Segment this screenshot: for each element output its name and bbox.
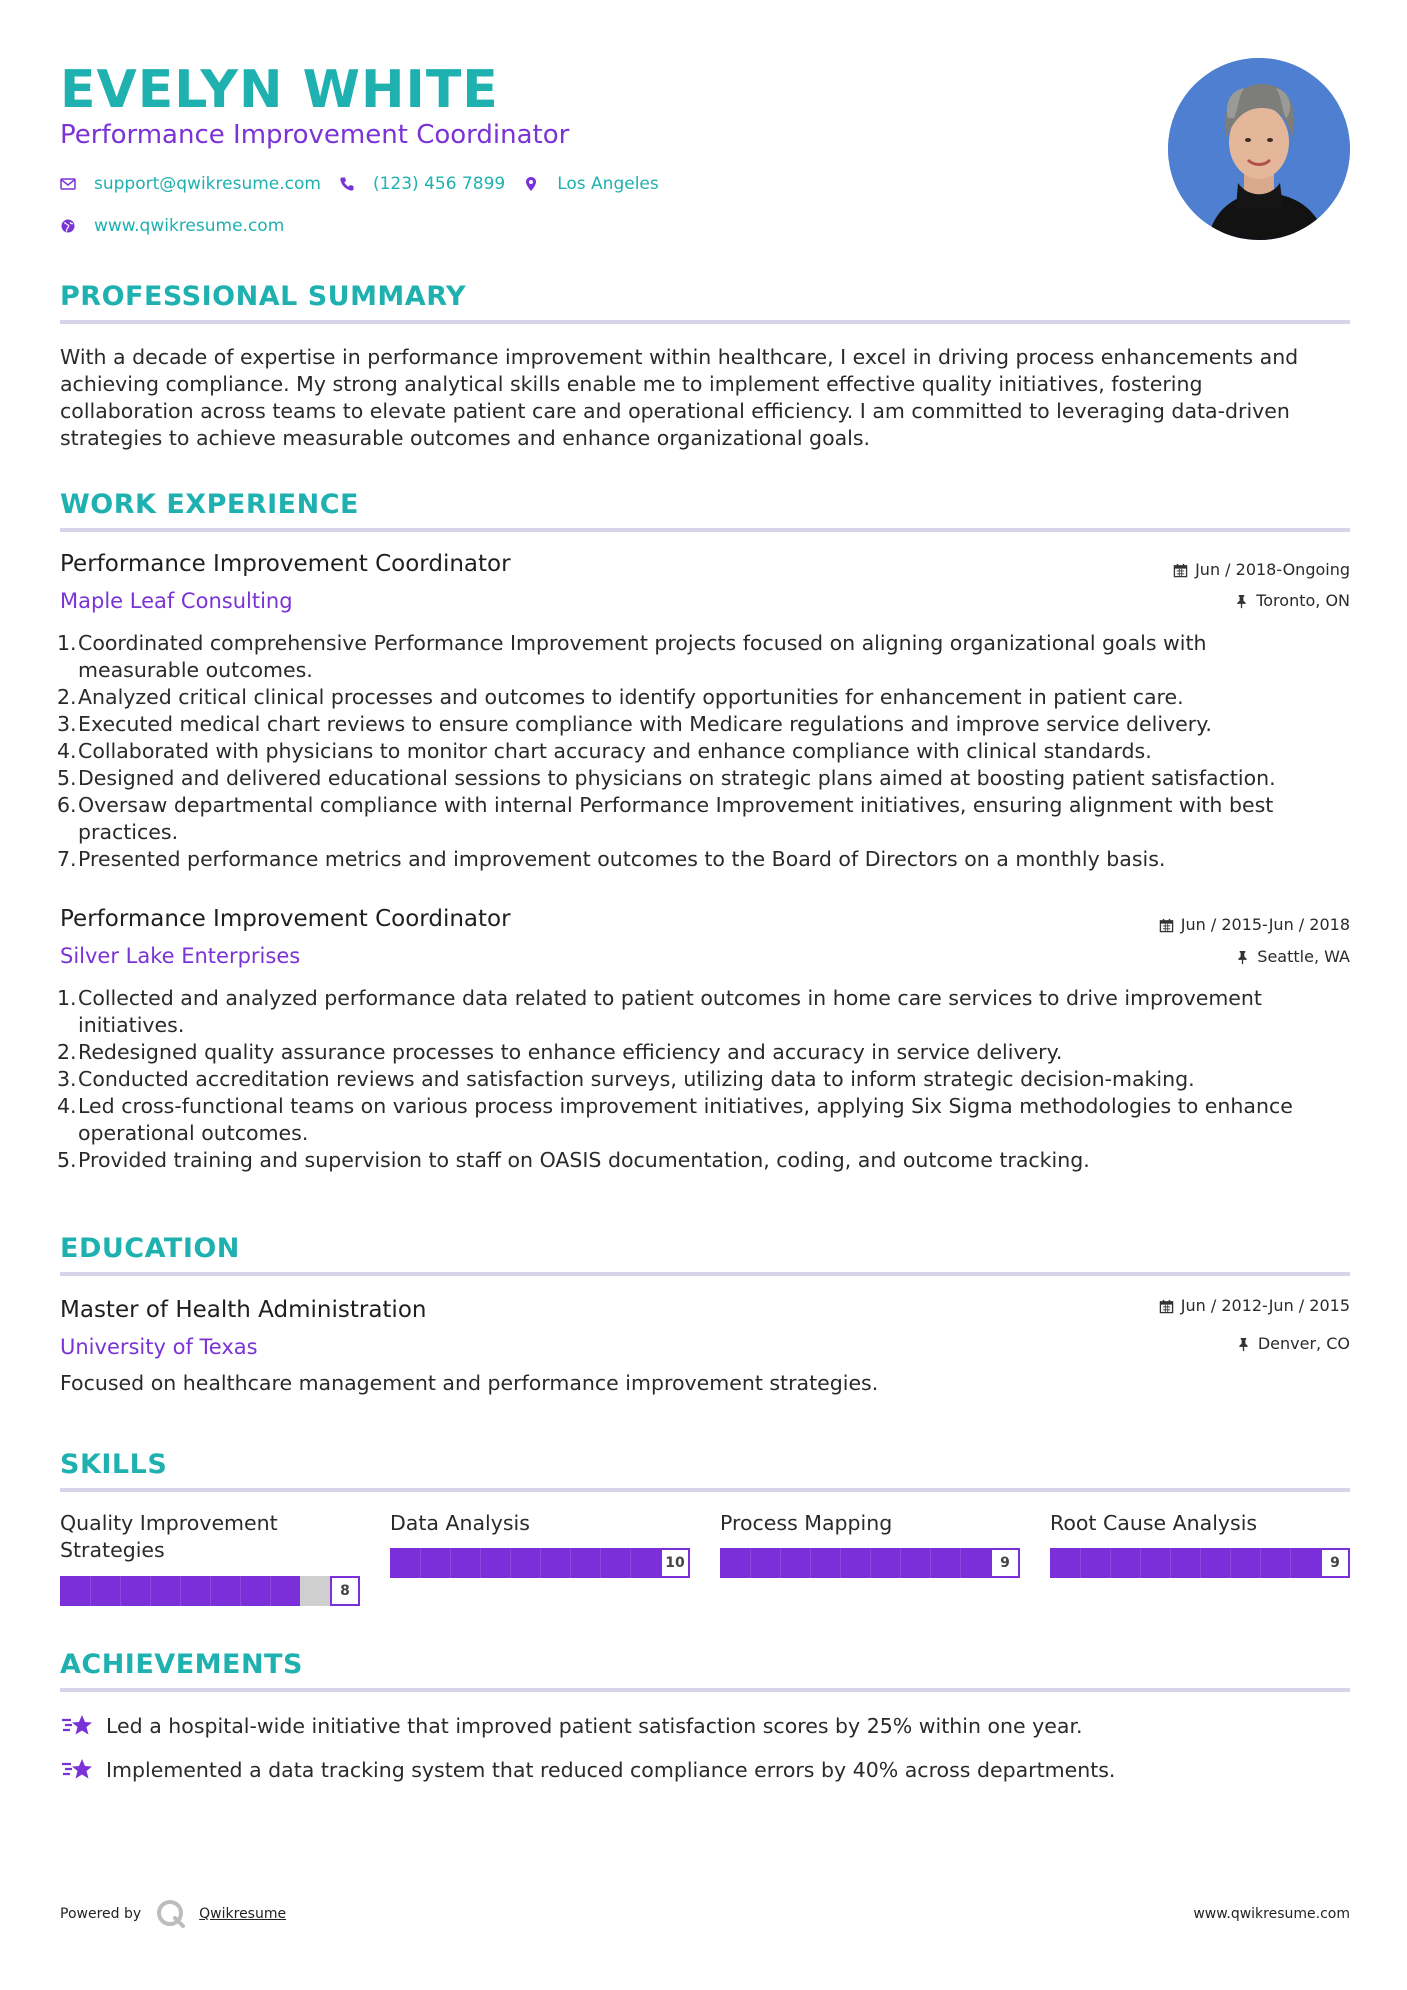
bullet-line: Oversaw departmental compliance with internal Performance Improvement initiatives, ensuring alignment with best	[78, 793, 1274, 817]
skill-bar-segment	[870, 1548, 871, 1578]
skill-bar-segment	[120, 1576, 121, 1606]
bullet-line: Collaborated with physicians to monitor chart accuracy and enhance compliance with clinical standards.	[78, 739, 1152, 763]
website-item[interactable]	[60, 214, 284, 238]
section-divider	[60, 1688, 1350, 1692]
skill-score: 10	[660, 1548, 690, 1578]
degree-title: Master of Health Administration	[60, 1297, 427, 1323]
bullet-number: 4.	[57, 1094, 77, 1118]
list-item	[57, 792, 1350, 846]
job-title: Performance Improvement Coordinator	[60, 906, 511, 932]
bullet-line: practices.	[78, 820, 179, 844]
skill-bar-segment	[840, 1548, 841, 1578]
bullet-line: Analyzed critical clinical processes and outcomes to identify opportunities for enhancement in patient care.	[78, 685, 1184, 709]
skill-item	[390, 1510, 690, 1580]
bullet-number: 3.	[57, 1067, 77, 1091]
job-bullets	[57, 630, 1350, 873]
location-item	[523, 172, 659, 196]
skill-item	[720, 1510, 1020, 1580]
list-item	[57, 1093, 1350, 1147]
skill-item	[60, 1510, 360, 1606]
bullet-line: Provided training and supervision to staff on OASIS documentation, coding, and outcome tracking.	[78, 1148, 1090, 1172]
powered-by-label: Powered by	[60, 1906, 142, 1922]
list-item	[57, 630, 1350, 684]
bullet-number: 1.	[57, 631, 77, 655]
summary-text	[60, 344, 1350, 452]
skill-name-line: Strategies	[60, 1538, 165, 1562]
candidate-name: EVELYN WHITE	[60, 60, 499, 120]
list-item	[57, 684, 1350, 711]
skill-bar-segment	[540, 1548, 541, 1578]
section-divider	[60, 1488, 1350, 1492]
skill-bar-segment	[420, 1548, 421, 1578]
skill-bar-segment	[960, 1548, 961, 1578]
skill-bar-segment	[270, 1576, 271, 1606]
skill-score: 9	[990, 1548, 1020, 1578]
section-divider	[60, 1272, 1350, 1276]
bullet-line: Led cross-functional teams on various process improvement initiatives, applying Six Sigma methodologies to enhance	[78, 1094, 1293, 1118]
resume-page	[57, 0, 1350, 1990]
skill-name	[1050, 1510, 1350, 1537]
skill-bar-segment	[570, 1548, 571, 1578]
pushpin-icon	[1235, 950, 1250, 965]
bullet-number: 7.	[57, 847, 77, 871]
website-row	[60, 214, 302, 238]
list-item	[57, 846, 1350, 873]
profile-photo	[1168, 58, 1350, 240]
star-icon	[60, 1712, 94, 1740]
skill-bar-segment	[1170, 1548, 1171, 1578]
profile-photo-illustration	[1168, 58, 1350, 240]
skill-bar-segment	[1260, 1548, 1261, 1578]
achievements-heading: ACHIEVEMENTS	[60, 1649, 303, 1680]
bullet-number: 5.	[57, 766, 77, 790]
skill-score: 8	[330, 1576, 360, 1606]
skill-name	[60, 1510, 360, 1564]
experience-heading: WORK EXPERIENCE	[60, 489, 359, 520]
footer-website[interactable]: www.qwikresume.com	[1193, 1906, 1350, 1922]
skill-bar-segment	[450, 1548, 451, 1578]
list-item	[57, 711, 1350, 738]
skill-name-line: Data Analysis	[390, 1511, 530, 1535]
job-location-text: Toronto, ON	[1256, 591, 1350, 610]
skill-bar	[390, 1548, 690, 1578]
skill-bar-segment	[240, 1576, 241, 1606]
job-date-text: Jun / 2015-Jun / 2018	[1180, 915, 1350, 934]
bullet-number: 6.	[57, 793, 77, 817]
bullet-line: Conducted accreditation reviews and satisfaction surveys, utilizing data to inform strategic decision-making.	[78, 1067, 1195, 1091]
skill-bar-segment	[600, 1548, 601, 1578]
bullet-number: 1.	[57, 986, 77, 1010]
envelope-icon	[60, 176, 76, 192]
achievement-text: Implemented a data tracking system that reduced compliance errors by 40% across departments.	[106, 1757, 1116, 1782]
candidate-title: Performance Improvement Coordinator	[60, 120, 570, 150]
achievement-item	[60, 1756, 1115, 1784]
skill-bar-segment	[930, 1548, 931, 1578]
skill-bar-segment	[90, 1576, 91, 1606]
job-date-text: Jun / 2018-Ongoing	[1195, 560, 1350, 579]
bullet-number: 2.	[57, 685, 77, 709]
bullet-line: Executed medical chart reviews to ensure compliance with Medicare regulations and improve service delivery.	[78, 712, 1212, 736]
phone-text: (123) 456 7899	[372, 174, 506, 194]
bullet-line: Collected and analyzed performance data related to patient outcomes in home care services to drive improvement	[78, 986, 1262, 1010]
skill-bar-segment	[1290, 1548, 1291, 1578]
skill-bar-segment	[630, 1548, 631, 1578]
job-location-text: Seattle, WA	[1257, 947, 1350, 966]
skill-bar-segment	[210, 1576, 211, 1606]
bullet-number: 3.	[57, 712, 77, 736]
bullet-line: Redesigned quality assurance processes to enhance efficiency and accuracy in service delivery.	[78, 1040, 1063, 1064]
email-item[interactable]	[60, 172, 321, 196]
education-location	[1236, 1333, 1350, 1355]
school-name: University of Texas	[60, 1335, 258, 1359]
job-date	[1173, 559, 1350, 581]
list-item	[57, 1039, 1350, 1066]
email-text: support@qwikresume.com	[94, 174, 321, 194]
summary-heading: PROFESSIONAL SUMMARY	[60, 281, 467, 312]
education-heading: EDUCATION	[60, 1233, 240, 1264]
skill-bar-fill	[720, 1548, 990, 1578]
skill-name-line: Quality Improvement	[60, 1511, 278, 1535]
job-date	[1159, 914, 1350, 936]
summary-line: collaboration across teams to elevate patient care and operational efficiency. I am committed to leveraging data-driven	[60, 399, 1290, 423]
map-pin-icon	[523, 176, 539, 192]
phone-item[interactable]	[339, 172, 505, 196]
skill-bar-segment	[480, 1548, 481, 1578]
skill-score: 9	[1320, 1548, 1350, 1578]
achievement-text: Led a hospital-wide initiative that improved patient satisfaction scores by 25% within one year.	[106, 1713, 1083, 1738]
skill-name	[720, 1510, 1020, 1537]
summary-line: achieving compliance. My strong analytical skills enable me to implement effective quality initiatives, fostering	[60, 372, 1203, 396]
bullet-number: 5.	[57, 1148, 77, 1172]
skill-bar	[1050, 1548, 1350, 1578]
summary-line: With a decade of expertise in performance improvement within healthcare, I excel in driving process enhancements and	[60, 345, 1299, 369]
skill-bar	[60, 1576, 360, 1606]
list-item	[57, 738, 1350, 765]
pushpin-icon	[1236, 1337, 1251, 1352]
job-title: Performance Improvement Coordinator	[60, 551, 511, 577]
bullet-line: measurable outcomes.	[78, 658, 313, 682]
section-divider	[60, 320, 1350, 324]
pushpin-icon	[1234, 594, 1249, 609]
list-item	[57, 1066, 1350, 1093]
list-item	[57, 985, 1350, 1039]
skills-heading: SKILLS	[60, 1449, 168, 1480]
bullet-line: initiatives.	[78, 1013, 185, 1037]
section-divider	[60, 528, 1350, 532]
globe-icon	[60, 218, 76, 234]
calendar-icon	[1159, 918, 1174, 933]
bullet-line: Coordinated comprehensive Performance Improvement projects focused on aligning organizational goals with	[78, 631, 1207, 655]
skill-name-line: Root Cause Analysis	[1050, 1511, 1258, 1535]
company-name: Silver Lake Enterprises	[60, 944, 301, 968]
skill-name	[390, 1510, 690, 1537]
job-bullets	[57, 985, 1350, 1174]
skill-bar-segment	[900, 1548, 901, 1578]
company-name: Maple Leaf Consulting	[60, 589, 293, 613]
skill-bar-segment	[1140, 1548, 1141, 1578]
bullet-line: Presented performance metrics and improvement outcomes to the Board of Directors on a monthly basis.	[78, 847, 1166, 871]
skill-name-line: Process Mapping	[720, 1511, 893, 1535]
website-text: www.qwikresume.com	[94, 216, 285, 236]
contact-row	[60, 172, 677, 196]
brand-link[interactable]: Qwikresume	[199, 1906, 287, 1922]
phone-icon	[339, 176, 355, 192]
skill-bar-segment	[1230, 1548, 1231, 1578]
calendar-icon	[1159, 1299, 1174, 1314]
calendar-icon	[1173, 563, 1188, 578]
bullet-line: Designed and delivered educational sessions to physicians on strategic plans aimed at boosting patient satisfaction.	[78, 766, 1276, 790]
skill-bar-segment	[1200, 1548, 1201, 1578]
skill-item	[1050, 1510, 1350, 1580]
skill-bar	[720, 1548, 1020, 1578]
bullet-number: 2.	[57, 1040, 77, 1064]
footer-branding	[60, 1898, 286, 1930]
skill-bar-segment	[180, 1576, 181, 1606]
skill-bar-segment	[780, 1548, 781, 1578]
skill-bar-segment	[750, 1548, 751, 1578]
job-location	[1234, 590, 1350, 612]
skill-bar-fill	[1050, 1548, 1320, 1578]
list-item	[57, 1147, 1350, 1174]
qwikresume-logo-icon	[155, 1898, 187, 1930]
skill-bar-segment	[510, 1548, 511, 1578]
skill-bar-segment	[1110, 1548, 1111, 1578]
job-location	[1235, 946, 1350, 968]
education-description: Focused on healthcare management and performance improvement strategies.	[60, 1371, 879, 1395]
skill-bar-segment	[150, 1576, 151, 1606]
education-date	[1159, 1295, 1350, 1317]
skill-bar-segment	[810, 1548, 811, 1578]
achievement-item	[60, 1712, 1083, 1740]
summary-line: strategies to achieve measurable outcomes and enhance organizational goals.	[60, 426, 871, 450]
bullet-number: 4.	[57, 739, 77, 763]
bullet-line: operational outcomes.	[78, 1121, 309, 1145]
education-date-text: Jun / 2012-Jun / 2015	[1180, 1296, 1350, 1315]
star-icon	[60, 1756, 94, 1784]
skill-bar-segment	[1080, 1548, 1081, 1578]
education-location-text: Denver, CO	[1257, 1334, 1350, 1353]
list-item	[57, 765, 1350, 792]
location-text: Los Angeles	[557, 174, 659, 194]
